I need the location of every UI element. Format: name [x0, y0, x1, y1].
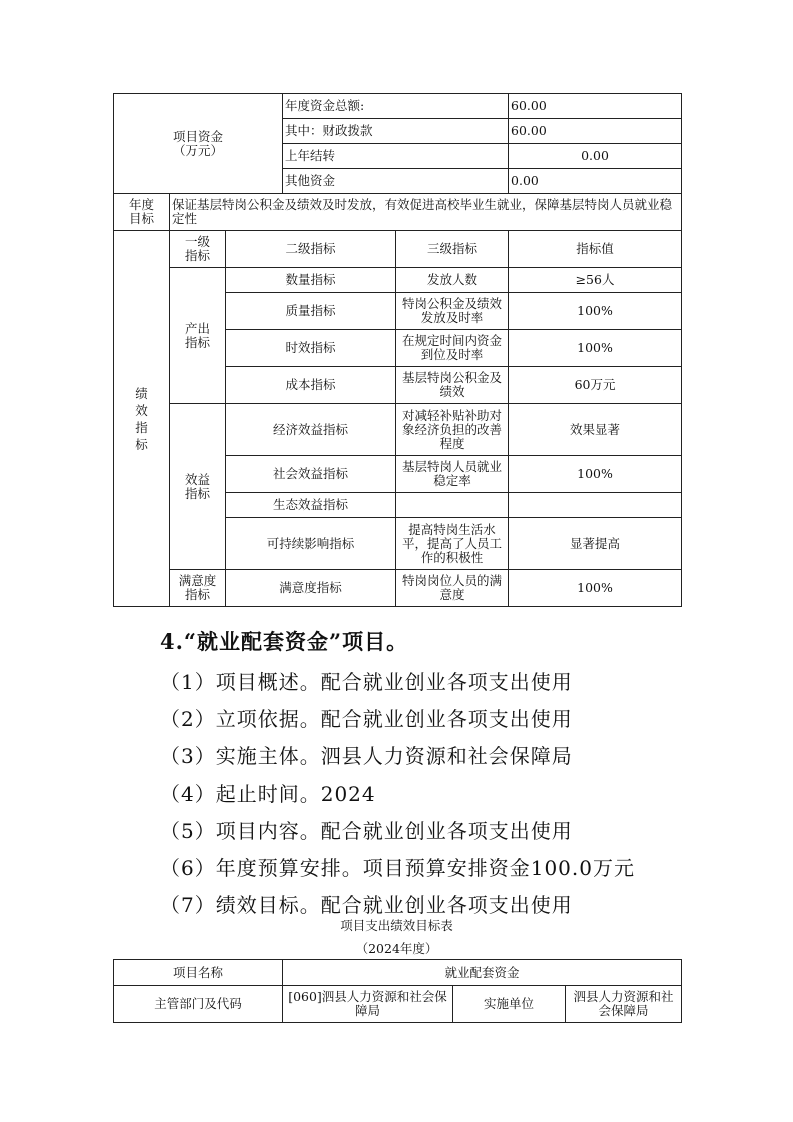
annual-total-label: 年度资金总额: [283, 94, 509, 119]
section-item: （6）年度预算安排。项目预算安排资金100.0万元 [160, 856, 635, 880]
level2-header: 二级指标 [226, 231, 396, 268]
level3-cell: 基层特岗人员就业稳定率 [396, 456, 509, 493]
project-name-label: 项目名称 [114, 960, 283, 986]
section-item: （5）项目内容。配合就业创业各项支出使用 [160, 819, 573, 843]
level3-cell: 基层特岗公积金及绩效 [396, 367, 509, 404]
implementing-unit-value: 泗县人力资源和社会保障局 [566, 986, 682, 1023]
section-item: （1）项目概述。配合就业创业各项支出使用 [160, 670, 573, 694]
level2-cell: 成本指标 [226, 367, 396, 404]
value-header: 指标值 [509, 231, 682, 268]
section-item: （4）起止时间。2024 [160, 782, 376, 806]
value-cell: 100% [509, 456, 682, 493]
level3-cell: 在规定时间内资金到位及时率 [396, 330, 509, 367]
department-value: [060]泗县人力资源和社会保障局 [283, 986, 453, 1023]
table-year: （2024年度） [355, 941, 438, 956]
level3-cell: 发放人数 [396, 268, 509, 293]
level1-header: 一级指标 [170, 231, 226, 268]
level2-cell: 社会效益指标 [226, 456, 396, 493]
level3-cell: 特岗岗位人员的满意度 [396, 570, 509, 607]
value-cell: 60万元 [509, 367, 682, 404]
annual-total-value: 60.00 [509, 94, 682, 119]
section-item: （2）立项依据。配合就业创业各项支出使用 [160, 707, 573, 731]
project-name-value: 就业配套资金 [283, 960, 682, 986]
value-cell: 效果显著 [509, 404, 682, 456]
other-funds-value: 0.00 [509, 169, 682, 194]
level3-cell: 特岗公积金及绩效发放及时率 [396, 293, 509, 330]
fiscal-label: 其中：财政拨款 [283, 119, 509, 144]
level3-cell: 对减轻补贴补助对象经济负担的改善程度 [396, 404, 509, 456]
annual-goal-label: 年度目标 [114, 194, 170, 231]
level2-cell: 可持续影响指标 [226, 518, 396, 570]
level2-cell: 质量指标 [226, 293, 396, 330]
level2-cell: 数量指标 [226, 268, 396, 293]
level2-cell: 时效指标 [226, 330, 396, 367]
level2-cell: 满意度指标 [226, 570, 396, 607]
section-item: （3）实施主体。泗县人力资源和社会保障局 [160, 744, 573, 768]
performance-indicators-label: 绩效指标 [114, 231, 170, 607]
project-funds-label: 项目资金（万元） [114, 94, 283, 194]
value-cell: ≥56人 [509, 268, 682, 293]
level2-cell: 生态效益指标 [226, 493, 396, 518]
project-info-table [113, 959, 682, 1023]
section-item: （7）绩效目标。配合就业创业各项支出使用 [160, 893, 573, 917]
implementing-unit-label: 实施单位 [453, 986, 566, 1023]
annual-goal-text: 保证基层特岗公积金及绩效及时发放，有效促进高校毕业生就业，保障基层特岗人员就业稳定性 [170, 194, 682, 231]
level3-cell [396, 493, 509, 518]
level2-cell: 经济效益指标 [226, 404, 396, 456]
value-cell: 100% [509, 570, 682, 607]
performance-target-table [113, 93, 682, 607]
carryover-label: 上年结转 [283, 144, 509, 169]
value-cell: 100% [509, 330, 682, 367]
table-caption: 项目支出绩效目标表 [340, 918, 453, 933]
value-cell: 100% [509, 293, 682, 330]
satisfaction-indicators-label: 满意度指标 [170, 570, 226, 607]
carryover-value: 0.00 [509, 144, 682, 169]
department-label: 主管部门及代码 [114, 986, 283, 1023]
section-title: 4.“就业配套资金”项目。 [160, 629, 409, 654]
value-cell: 显著提高 [509, 518, 682, 570]
level3-header: 三级指标 [396, 231, 509, 268]
other-funds-label: 其他资金 [283, 169, 509, 194]
output-indicators-label: 产出指标 [170, 268, 226, 404]
level3-cell: 提高特岗生活水平，提高了人员工作的积极性 [396, 518, 509, 570]
value-cell [509, 493, 682, 518]
benefit-indicators-label: 效益指标 [170, 404, 226, 570]
fiscal-value: 60.00 [509, 119, 682, 144]
